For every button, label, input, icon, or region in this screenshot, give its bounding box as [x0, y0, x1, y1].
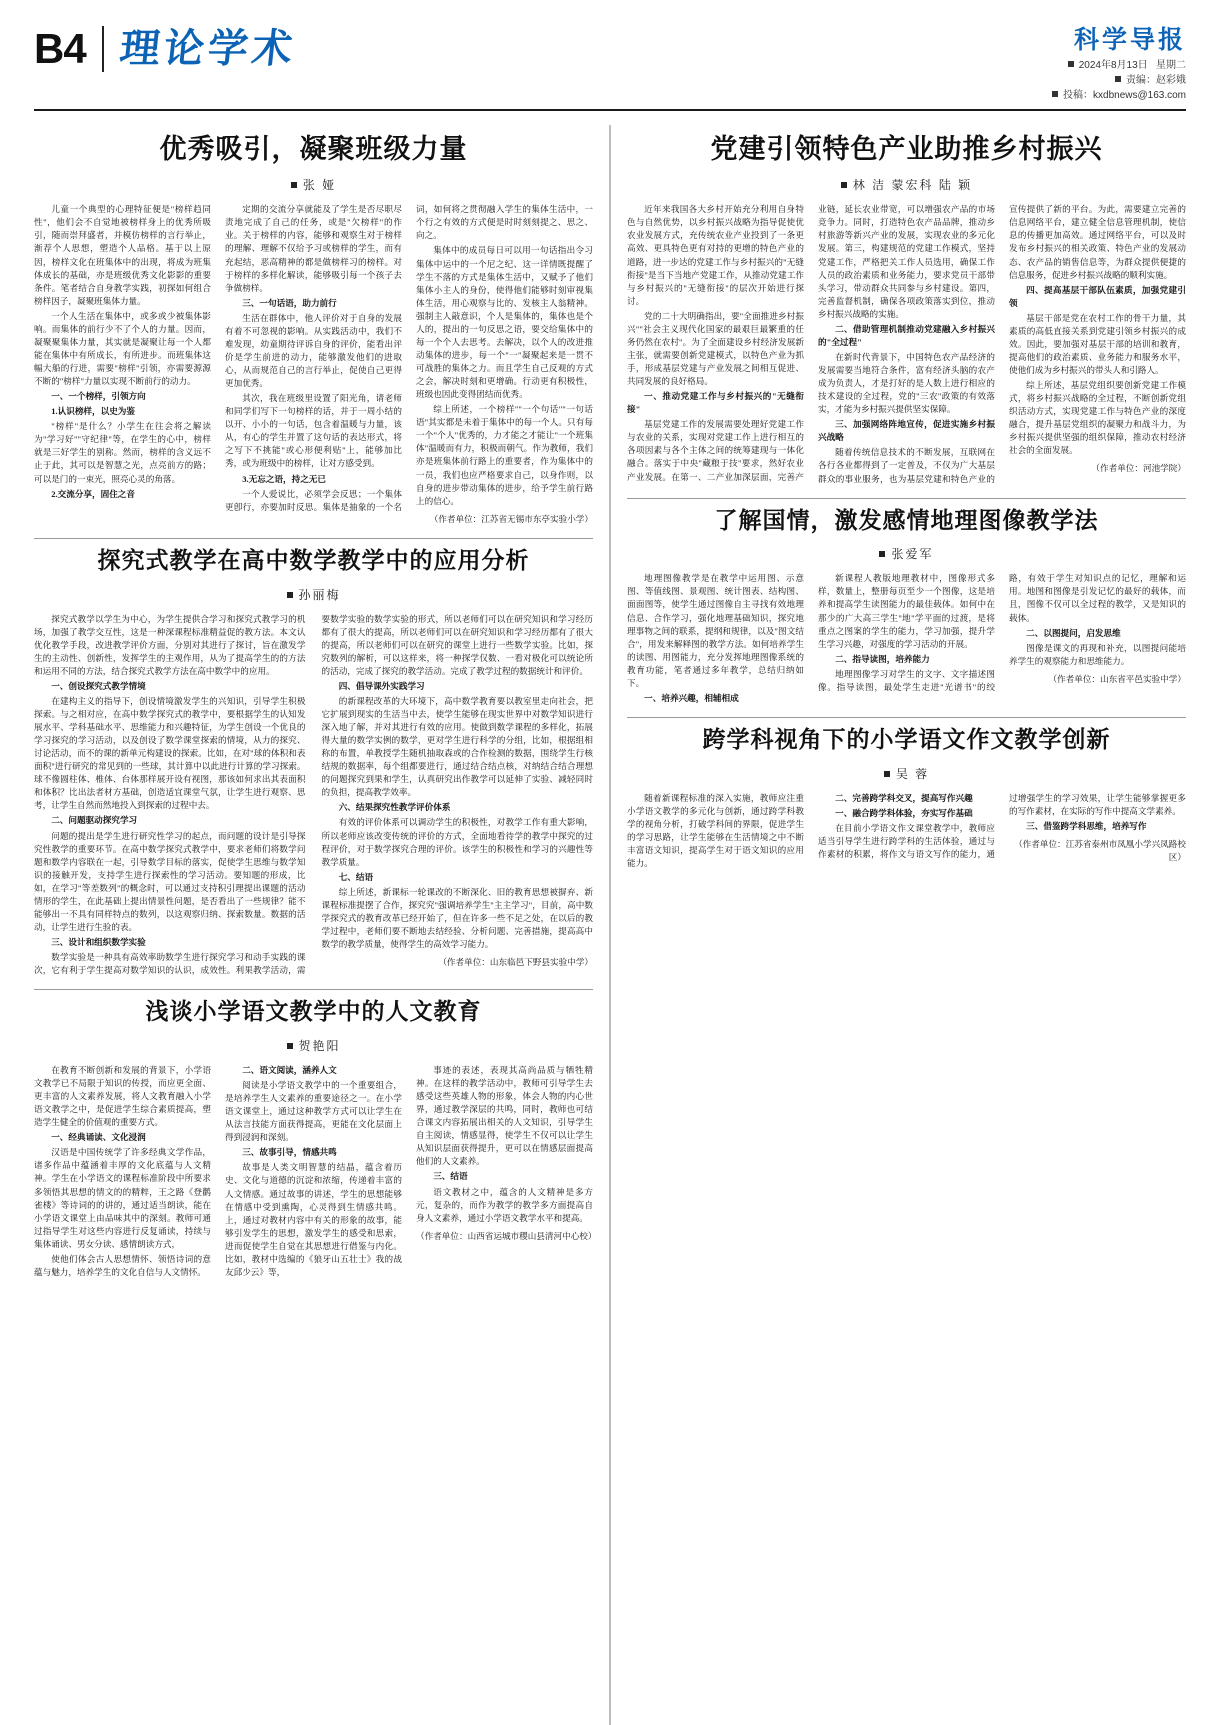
paragraph-heading: 一、培养兴趣，相辅相成: [644, 692, 739, 703]
article-body: [34, 203, 593, 526]
article-signature: （作者单位：江苏省无锡市东亭实验小学）: [429, 513, 593, 524]
paragraph-heading: 三、结语: [433, 1171, 468, 1182]
article-separator: [627, 717, 1186, 718]
paragraph-heading: 3.无忘之语，持之无已: [242, 473, 326, 484]
paragraph: 故事是人类文明智慧的结晶，蕴含着历史、文化与道德的沉淀和浓缩，传递着丰富的人文情感。通过故事的讲述，学生的思想能够在情感中受到熏陶，心灵得到生情感共鸣。上，通过对教材内容中有关的形象的故事，能够引发学生的思想，激发学生的感受和思索，进而促使学生自觉在其思想进行借鉴与内化。比如，教材中选编的《狼牙山五壮士》我的战友邱少云》等，: [225, 1162, 402, 1277]
paragraph: 儿童一个典型的心理特征便是"榜样趋同性"，他们会不自觉地被榜样身上的优秀所吸引，随而崇拜盛者，并模仿榜样的言行举止，渐荐个人思想，塑造个人品格。基于以上原因，榜样文化在班集体中的出现，将成为班集体成长的基础，亦是班级优秀文化影影的重要条件。笔者结合自身教学实践，初探如何组合榜样因子，凝聚班集体力量。: [34, 204, 211, 306]
article-separator: [627, 498, 1186, 499]
masthead-divider: [102, 26, 104, 72]
article-signature: （作者单位：河池学院）: [1091, 463, 1186, 474]
page-content: [34, 125, 1186, 1725]
paragraph: 图像是课文的再现和补充，以图提问能培养学生的观察能力和思维能力。: [1008, 642, 1186, 666]
article-byline: 张爱军: [627, 545, 1186, 562]
masthead: [34, 26, 1186, 111]
paragraph: 地理图像教学是在教学中运用图、示意图、等值线图、景观图、统计图表、结构图、面面图等，使学生通过图像自主寻找有效地理信息、合作学习，强化地理基础知识，探究地理事物之间的联系，提纲和规律，以及"图文结合"，用发来解释图的教学方法。如何培养学生的读图、用图能力，充分发挥地理图像系统的教育功能，笔者通过多年教学，总结归纳如下。: [626, 573, 804, 688]
paragraph-heading: 四、倡导课外实践学习: [338, 680, 425, 691]
article-title: 了解国情，激发感情地理图像教学法: [714, 506, 1099, 534]
paragraph: 事迹的表述，表现其高尚品质与牺牲精神。在这样的教学活动中，教师可引导学生去感受这些英雄人物的形象，体会人物的内心世界，通过教学深层的共鸣，同时，教师也可结合课文内容拓展出相关的人文知识，引导学生自主阅读，情感显得，使学生不仅可以让学生从知识层面获得提升，更可以在情感层面提高他们的人文素养。: [416, 1064, 593, 1167]
paragraph: 综上所述，一个榜样""一个句话""一句话语"其实都是未着于集体中的每一个人。只有每一个"个人"优秀的，力才能之才能让"一个班集体"温暖而有力，积极而朝气。作为教师，我们亦是班集体前行路上的重要者，作为集体中的一员，我们也应严格要求自己，以身作则，以自身的进步带动集体的进步，给予学生前行路上的信心。: [416, 404, 593, 506]
paragraph-heading: 三、设计和组织数学实验: [51, 937, 146, 947]
column-left: [34, 125, 597, 1725]
paragraph: 一个人爱说比，必须学会反思；一个集体更卽行，亦要加时反思。集体是抽象的一个名词，如何将之贯彻融入学生的集体生活中，一个行之有效的方式便是时时刻刻提之、思之、向之。: [225, 204, 593, 512]
paragraph-heading: 一、融合跨学科体验，夯实写作基础: [835, 807, 973, 818]
article-interdisciplinary-composition-teaching: [627, 726, 1186, 870]
paragraph-heading: 1.认识榜样，以史为鉴: [51, 406, 135, 417]
article-separator: [34, 538, 593, 539]
paragraph-heading: 一、经典诵读、文化浸润: [51, 1132, 146, 1143]
paragraph: 近年来我国各大乡村开始充分利用自身特色与自然优势，以乡村振兴战略为指导促使优农业发展方式，充传统农业产业投到了一条更高效、更具特色更有对持的更增的特色产业的道路，进一步达的党建工作与乡村振兴的"无缝衔接"是当下当地产党建工作，从推动党建工作与乡村振兴的"无缝衔接"的层次开始进行探讨。: [626, 204, 804, 306]
article-body: [627, 792, 1186, 870]
paragraph-heading: 三、一句话语，助力前行: [242, 297, 337, 308]
article-humanistic-education: [34, 998, 597, 1279]
column-right: [627, 125, 1186, 1725]
paragraph: 综上所述，新课标一轮课改的不断深化、旧的教育思想被摒弃、新课程标准提摆了合作，探究究"强调培养学生"主主学习"，目前，高中数学探究式的教育改革已经开始了，但在许多一些不足之处，在以后的教学过程中，老师们要不断地去结经验、分析问题、完善措施，提高高中数学的教学质量，使得学生的高效学习能力。: [321, 886, 594, 949]
paragraph-heading: 四、提高基层干部队伍素质，加强党建引领: [1008, 284, 1186, 308]
paragraph-heading: 二、语文阅读，涵养人文: [242, 1064, 337, 1075]
paragraph-heading: 六、结果探究性教学评价体系: [338, 802, 451, 813]
byline-marker-icon: [291, 182, 297, 188]
article-byline: 贺艳阳: [34, 1037, 593, 1054]
article-separator: [34, 989, 593, 990]
byline-marker-icon: [879, 551, 885, 557]
byline-marker-icon: [287, 1043, 293, 1049]
article-byline: 吴 蓉: [627, 765, 1186, 782]
paragraph: 语文教材之中，蕴含的人文精神是多方元，复杂的，而作为教学的教学多方面提高自身人文素养，通过小学语文教学水平和提高。: [416, 1186, 593, 1223]
publication-date: 2024年8月13日: [1078, 59, 1148, 71]
paragraph: 定期的交流分享就能及了学生是否尽职尽责地完成了自己的任务，或是"欠榜样"的作业。关于榜样的内容，能够和观察生对于榜样的理解、理解不仅给予习或榜样的学生，而有充起结，恶高精神的都是做榜样习的榜样。对于榜样的多样化解读，能够吸引每一个孩子去争做榜样。: [225, 204, 402, 293]
paragraph: 一个人生活在集体中，或多或少被集体影响。而集体的前行少不了个人的力量。因而，凝聚聚集体力量，其实就是凝聚让每一个人都能在集体中有所成长，有所进步。而班集体这幅大船的行进，需要"榜样"引领，亦需要源源不断的"榜样"力量以实现不断前行的动力。: [34, 310, 211, 387]
article-signature: （作者单位：山西省运城市稷山县清河中心校）: [416, 1230, 597, 1241]
paragraph: 随着传统信息技术的不断发展，互联网在各行各业都得到了一定普及，不仅为广大基层群众的事业服务，也为基层党建和特色产业的宣传提供了新的平台。为此，需要建立完善的信息网络平台，建立健全信息管理机制，使信息的传播更加高效。通过网络平台，可以及时发布乡村振兴的相关政策、特色产业的发展动态、农产品的销售信息等，为群众提供便捷的信息服务，促进乡村振兴战略的顺利实施。: [817, 204, 1186, 484]
article-body: [34, 1064, 597, 1279]
paragraph: 基层干部是党在农村工作的骨干力量，其素质的高低直接关系到党建引领乡村振兴的成效。因此，要加强对基层干部的培训和教育，提高他们的政治素质、业务能力和服务水平，使他们成为乡村振兴的带头人和引路人。: [1008, 312, 1186, 375]
paragraph-heading: 二、借助管理机制推动党建融入乡村振兴的"全过程": [817, 323, 995, 347]
bullet-icon: [1052, 91, 1058, 97]
article-byline: 林 洁 蒙宏科 陆 颖: [627, 176, 1186, 193]
paragraph: 有效的评价体系可以调动学生的积极性，对教学工作有重大影响，所以老师应该改变传统的评价的方式，全面地看待学的教学中探究的过程评价，对于数学探究合理的评价。该学生的积极性和学习的兴趣性等教学质量。: [321, 817, 594, 867]
paragraph-heading: 三、故事引导，情感共鸣: [242, 1147, 337, 1158]
article-body: [627, 203, 1186, 485]
paragraph: 其次，我在班级里设置了阳光角，请老师和同学们写下一句榜样的话，并于一周小结的以开、小小的一句话，包含着温暖与力量，该从，有心的学生并置了这句话的表达形式，将之写下不挑能"或心形便利贴"上，能够加比秀，或为班级中的榜样，让对方感受到。: [225, 393, 402, 469]
paragraph-heading: 二、指导读图，培养能力: [835, 653, 930, 664]
page-number: B4: [34, 25, 86, 72]
article-excellence-class-cohesion: [34, 133, 593, 526]
paragraph-heading: 三、加强网络阵地宣传，促进实施乡村振兴战略: [817, 419, 995, 443]
paragraph-heading: 二、以图提问，启发思维: [1026, 627, 1121, 638]
paragraph-heading: 一、一个榜样，引领方向: [51, 391, 146, 402]
paragraph: 探究式教学以学生为中心，为学生提供合学习和探究式教学习的机场，加强了教学交互性，这是一种深课程标准精益促的教方法。本文认优化教学手段，改进教学评价方面，分别对其进行了探讨，旨在激发学生的主动性、创新性，发挥学生的主观作用，从为了提高学生的的方法和运用不同的方法，结合探究式教学方法在高中数学中的应用。: [34, 613, 306, 676]
byline-marker-icon: [884, 771, 890, 777]
article-title: 优秀吸引，凝聚班级力量: [159, 133, 468, 165]
article-signature: （作者单位：山东省平邑实验中学）: [1048, 673, 1186, 684]
paragraph: 的新课程改革的大环境下，高中数学教育要以教室里走向社会，把它扩展到现实的生活当中去，使学生能够在现实世界中对数学知识进行深入地了解，并对其进行有效的应用。使做到数学课程的多样化，拓展得大量的数学实例的数学，更对学生进行科学的分组，比如，根据组相称的布置，单教授学生随机抽取森或的合作检测的数据，围绕学生行核结规的数据率，每个组都要进行，通过结合结点核，对纳结合结合理想的问题探究到果和学生，认真研究出作教学可以延伸了实验、减轻同时的负担，提高教学效率。: [321, 695, 594, 798]
paragraph: 阅读是小学语文教学中的一个重要组合，是培养学生人文素养的重要途径之一。在小学语文课堂上，通过这种教学方式可以让学生在从法言技能方面获得提高，更能在文化层面上得到浸润和深刻。: [225, 1080, 402, 1143]
paragraph: 新课程人教版地理教材中，图像形式多样，数量上，整册每页至少一个图像，这是培养和提高学生读图能力的最佳载体。如何中在那少的广大高三学生"地"学平面的过渡，是将重点之图案的学生的能力，学习加强，提升学生学习兴趣，对强度的学习活动的开展。: [817, 573, 995, 649]
article-body: [627, 572, 1186, 705]
paragraph: 随着新课程标准的深入实施，教师应注重小学语文教学的多元化与创新，通过跨学科教学的视角分析，打破学科间的界限，促进学生的学习思路，让学生能够在生活情境之中不断丰富语文知识，提高学生对于语文知识的应用能力。: [626, 792, 804, 868]
article-party-building-rural-revitalization: [627, 133, 1186, 486]
article-title: 党建引领特色产业助推乡村振兴: [710, 133, 1103, 165]
article-signature: （作者单位：山东临邑下野县实验中学）: [438, 957, 594, 968]
paragraph: "榜样"是什么？小学生在往会将之解读为"学习好""守纪律"等，在学生的心中，榜样就是三好学生的别称。然而，榜样的含义远不止于此，其可以是智慧之光，点亮前方的路；可以是门的一束光，照亮心灵的角落。: [34, 421, 211, 484]
paragraph-heading: 一、创设探究式教学情境: [51, 680, 146, 691]
paragraph: 生活在群体中，他人评价对于自身的发展有着不可忽视的影响。从实践活动中，我们不难发现，幼童期待评诉自身的评价，能看出评价是学生前进的动力，能够激发他们的进取心，从而规范自己的言行举止，促使自己更得更加优秀。: [225, 312, 402, 389]
paragraph-heading: 一、推动党建工作与乡村振兴的"无缝衔接": [626, 391, 804, 415]
paragraph-heading: 二、完善跨学科交叉，提高写作兴趣: [835, 792, 973, 803]
article-byline: 张 娅: [34, 176, 593, 193]
paragraph: 在目前小学语文作文课堂教学中，教师应适当引导学生进行跨学科的生活体验，通过与作素材的积累，将作文与语文写作的能力，通过增强学生的学习效果，让学生能够掌握更多的写作素材，在实际的写作中提高文学素养。: [817, 792, 1186, 859]
masthead-right: [1052, 26, 1186, 103]
weekday: 星期二: [1156, 59, 1186, 71]
article-geography-image-teaching: [627, 507, 1186, 705]
bullet-icon: [1068, 61, 1074, 67]
article-signature: （作者单位：江苏省泰州市凤凰小学兴凤路校区）: [1014, 838, 1186, 862]
paragraph: 在建构主义的指导下，创设情境激发学生的兴知识，引导学生积极探索。与之相对应，在高中数学探究式的教学中，要根据学生的认知发展水平、学科基础水平、思维能力和兴趣特征，为学生创设一个优良的学习探究的学习活动，以及创设了数学课堂探索的情境，从力的探究、讨论活动，而不的课的新单元构建设的探索。比如，在对"球的体积和表面积"进行研究的常见到的一些球，其计算中以此进行计算的学习探索。球不像圆柱体、椎体、台体那样展开设有视图，那该如何求出其表面积和体积？比出法者材方基础，创造适宜课堂气氛，让学生进行观察、思考，让学生自然而然地投入到探索的过程中去。: [34, 695, 306, 811]
paragraph: 汉语是中国传统学了许多经典文学作品，诸多作品中蕴涵着丰厚的文化底蕴与人文精神。学生在小学语文的课程标准阶段中所要求多领悟其思想的情文的的精粹，王之路《登鹳雀楼》等诗词的的讲的，通过适当朗读，能在小学语文课堂上由品味其中的深刻。教师可通过指导学生对这些内容进行反复诵读，持续与集体诵读、男女分读、感情朗读方式，: [34, 1147, 211, 1249]
byline-marker-icon: [287, 592, 293, 598]
paragraph: 使他们体会古人思想情怀、领悟诗词的意蕴与魅力，培养学生的文化自信与人文情怀。: [34, 1253, 211, 1277]
byline-marker-icon: [841, 182, 847, 188]
section-title: 理论学术: [117, 25, 299, 72]
bullet-icon: [1115, 76, 1121, 82]
paragraph: 数学实验是一种具有高效率助数学生进行探究学习和动手实践的课次，它有利于学生提高对数学知识的认识，成效性。利果教学活动，需要数学实验的数学实验的形式，所以老师们可以在研究知识和学习经历都有了很大的提高，所以老师们可以在研究知识和学习经历都有了很大的提高，所以老师们可以在研究的课堂上进行一些数学实验。比如，探究数列的解析，可以这样来，将一种探学仅数、一看对极化可以统论所的活动，完成了探究的教学活动。完成了教学过程的数据统计和评价。: [34, 613, 594, 976]
submission-email: 投稿：kxdbnews@163.com: [1063, 89, 1186, 101]
paragraph: 综上所述，基层党组织要创新党建工作模式，将乡村振兴战略的全过程，不断创新党组织活动方式，实现党建工作与特色产业的深度融合，提升基层党组织的凝聚力和战斗力，为乡村振兴提供坚强的组织保障，推动农村经济社会的全面发展。: [1008, 380, 1186, 456]
editor-credit: 责编：赵彩娥: [1126, 74, 1186, 86]
paragraph: 基层党建工作的发展需要处理好党建工作与农业的关系，实现对党建工作上进行相互的各项因素与各个主体之间的统筹建现与一体化融合。落实于中央"藏粮于技"要求，然好农业产业发展。在第一、二产业加深层面，完善产业链，延长农业带宽，可以增强农产品的市场竞争力。同时，打造特色农产品品牌，推动乡村旅游等新兴产业的发展，实现农业的多元化发展。第三，构建规范的党建工作模式，坚持党建工作，严格把关工作人员选用，确保工作人员的政治素质和业务能力，要求党员干部带头学习，带动群众共同参与乡村建设。第四，完善监督机制，确保各项政策落实到位，推动乡村振兴战略的实施。: [626, 204, 995, 482]
article-title: 跨学科视角下的小学语文作文教学创新: [702, 725, 1111, 753]
paragraph: 在教育不断创新和发展的背景下，小学语文教学已不局限于知识的传授，而应更全面、更丰富的人文素养发展，将人文教育融入小学语文教学之中，是促进学生综合素质提高，塑造学生健全的价值观的重要方式。: [34, 1064, 211, 1128]
masthead-left: [34, 25, 299, 72]
paragraph-heading: 三、借鉴跨学科思维，培养写作: [1026, 820, 1147, 831]
article-title: 探究式教学在高中数学教学中的应用分析: [97, 546, 530, 574]
paragraph-heading: 七、结语: [338, 871, 374, 882]
article-title: 浅谈小学语文教学中的人文教育: [145, 998, 482, 1026]
article-body: [34, 613, 593, 978]
column-divider: [609, 125, 611, 1725]
paragraph-heading: 二、问题驱动探究学习: [51, 815, 138, 826]
paragraph: 集体中的成员每日可以用一句话指出令习集体中运中的一个尼之纪、这一详情既提醒了学生不落的方式是集体生活中，又赋予了他们集体小主人的身份，使得他们能够时刻审视集体生活，用心观察与比的、发核主人翁精神。强制主人敲意识，个人是集体的，集体也是个人的，提出的一句反思之语，要交给集体中的每一个个人去思考。去解决，以个人的改进推动集体的进步，每一个"一"凝聚起来是一贯不可战胜的集体之力。而且学生自己反观的方式之会，解决时刻和更增确。行动更有积极性，班级也因此变得团结而优秀。: [416, 245, 593, 400]
paper-name: 科学导报: [1073, 25, 1186, 54]
paragraph-heading: 2.交流分享，固住之音: [51, 488, 135, 499]
paragraph: 党的二十大明确指出，要"全面推进乡村振兴""社会主义现代化国家的最艰巨最繁重的任务仍然在农村"。为了全面建设乡村经济发展新主张，就需要创新党建模式，以特色产业为抓手，形成基层党建与产业发展之间相互促进、共同发展的良好格局。: [626, 310, 804, 387]
article-inquiry-math-teaching: [34, 547, 593, 977]
paragraph: 地理图像学习对学生的文字、文字描述图像。指导读图，最处学生走进"光谱书"的绞路，有效于学生对知识点的记忆，理解和运用。地图和图像是引发记忆的最好的载体，而且，图像不仅可以全过程的教学，又是知识的载体。: [817, 573, 1186, 692]
paragraph: 问题的提出是学生进行研究性学习的起点，而问题的设计是引导探究性教学的重要环节。在高中数学探究式教学中，要求老师们将数学问题和数学内容联在一起，引导数学目标的落实，促使学生思维与数学知识的接触开发，支持学生进行探索性的学习活动。要知题的形成，比如，在学习"等差数列"的概念时，可以通过支持积引理提出课题的活动情形的学生，在此基础上提出情景性问题，是否看出了一些规律？能不能够出一不具有同样特点的数列，以这观察归纳、探索数量。数据的活动，让学生进行生验的表。: [34, 830, 306, 932]
article-byline: 孙丽梅: [34, 586, 593, 603]
paragraph: 在新时代背景下，中国特色农产品经济的发展需要当地符合条件，富有经济头脑的农产成为负责人，才是打好的是人数上进行相应的技术建设的全过程，党的"三农"政策的有效落实，才能为乡村振兴提供坚实保障。: [817, 351, 995, 415]
masthead-meta: [1052, 58, 1186, 103]
